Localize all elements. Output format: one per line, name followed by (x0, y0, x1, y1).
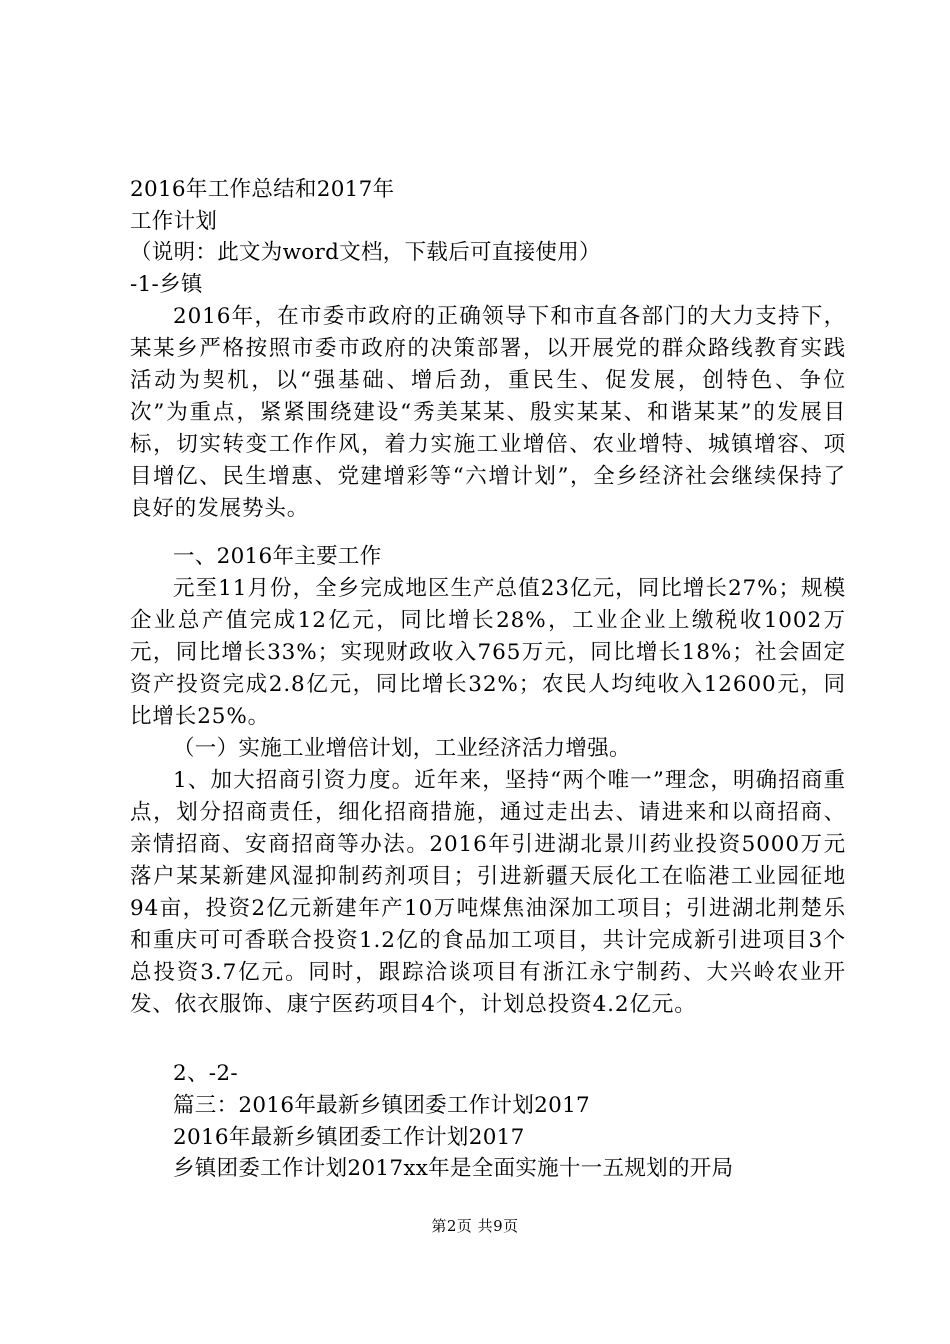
part3-first-line: 乡镇团委工作计划2017xx年是全面实施十一五规划的开局 (173, 1156, 734, 1181)
section-label: -1-乡镇 (130, 272, 203, 297)
part3-heading: 篇三：2016年最新乡镇团委工作计划2017 (173, 1093, 591, 1118)
heading-main-work: 一、2016年主要工作 (173, 544, 382, 569)
item-2-label: 2、-2- (173, 1061, 238, 1086)
subheading-industry: （一）实施工业增倍计划，工业经济活力增强。 (173, 736, 631, 761)
page-footer: 第2页 共9页 (431, 1217, 519, 1235)
document-note: （说明：此文为word文档，下载后可直接使用） (130, 240, 601, 265)
investment-paragraph: 1、加大招商引资力度。近年来，坚持“两个唯一”理念，明确招商重点，划分招商责任，细化招商措施，通过走出去、请进来和以商招商、亲情招商、安商招商等办法。2016年引进湖北景川药业投资5000万元落户某某新建风湿抑制药剂项目；引进新疆天辰化工在临港工业园征地94亩，投资2亿元新建年产10万吨煤焦油深加工项目；引进湖北荆楚乐和重庆可可香联合投资1.2亿的食品加工项目，共计完成新引进项目3个总投资3.7亿元。同时，跟踪洽谈项目有浙江永宁制药、大兴岭农业开发、依衣服饰、康宁医药项目4个，计划总投资4.2亿元。 (130, 768, 846, 1017)
part3-title: 2016年最新乡镇团委工作计划2017 (173, 1125, 525, 1150)
stats-paragraph: 元至11月份，全乡完成地区生产总值23亿元，同比增长27%；规模企业总产值完成12亿元，同比增长28%，工业企业上缴税收1002万元，同比增长33%；实现财政收入765万元，同比增长18%；社会固定资产投资完成2.8亿元，同比增长32%；农民人均纯收入12600元，同比增长25%。 (130, 576, 846, 729)
title-line-1: 2016年工作总结和2017年 (130, 177, 395, 202)
intro-paragraph: 2016年，在市委市政府的正确领导下和市直各部门的大力支持下，某某乡严格按照市委市政府的决策部署，以开展党的群众路线教育实践活动为契机，以“强基础、增后劲，重民生、促发展，创特色、争位次”为重点，紧紧围绕建设“秀美某某、殷实某某、和谐某某”的发展目标，切实转变工作作风，着力实施工业增倍、农业增特、城镇增容、项目增亿、民生增惠、党建增彩等“六增计划”，全乡经济社会继续保持了良好的发展势头。 (130, 304, 846, 521)
title-line-2: 工作计划 (130, 209, 218, 234)
